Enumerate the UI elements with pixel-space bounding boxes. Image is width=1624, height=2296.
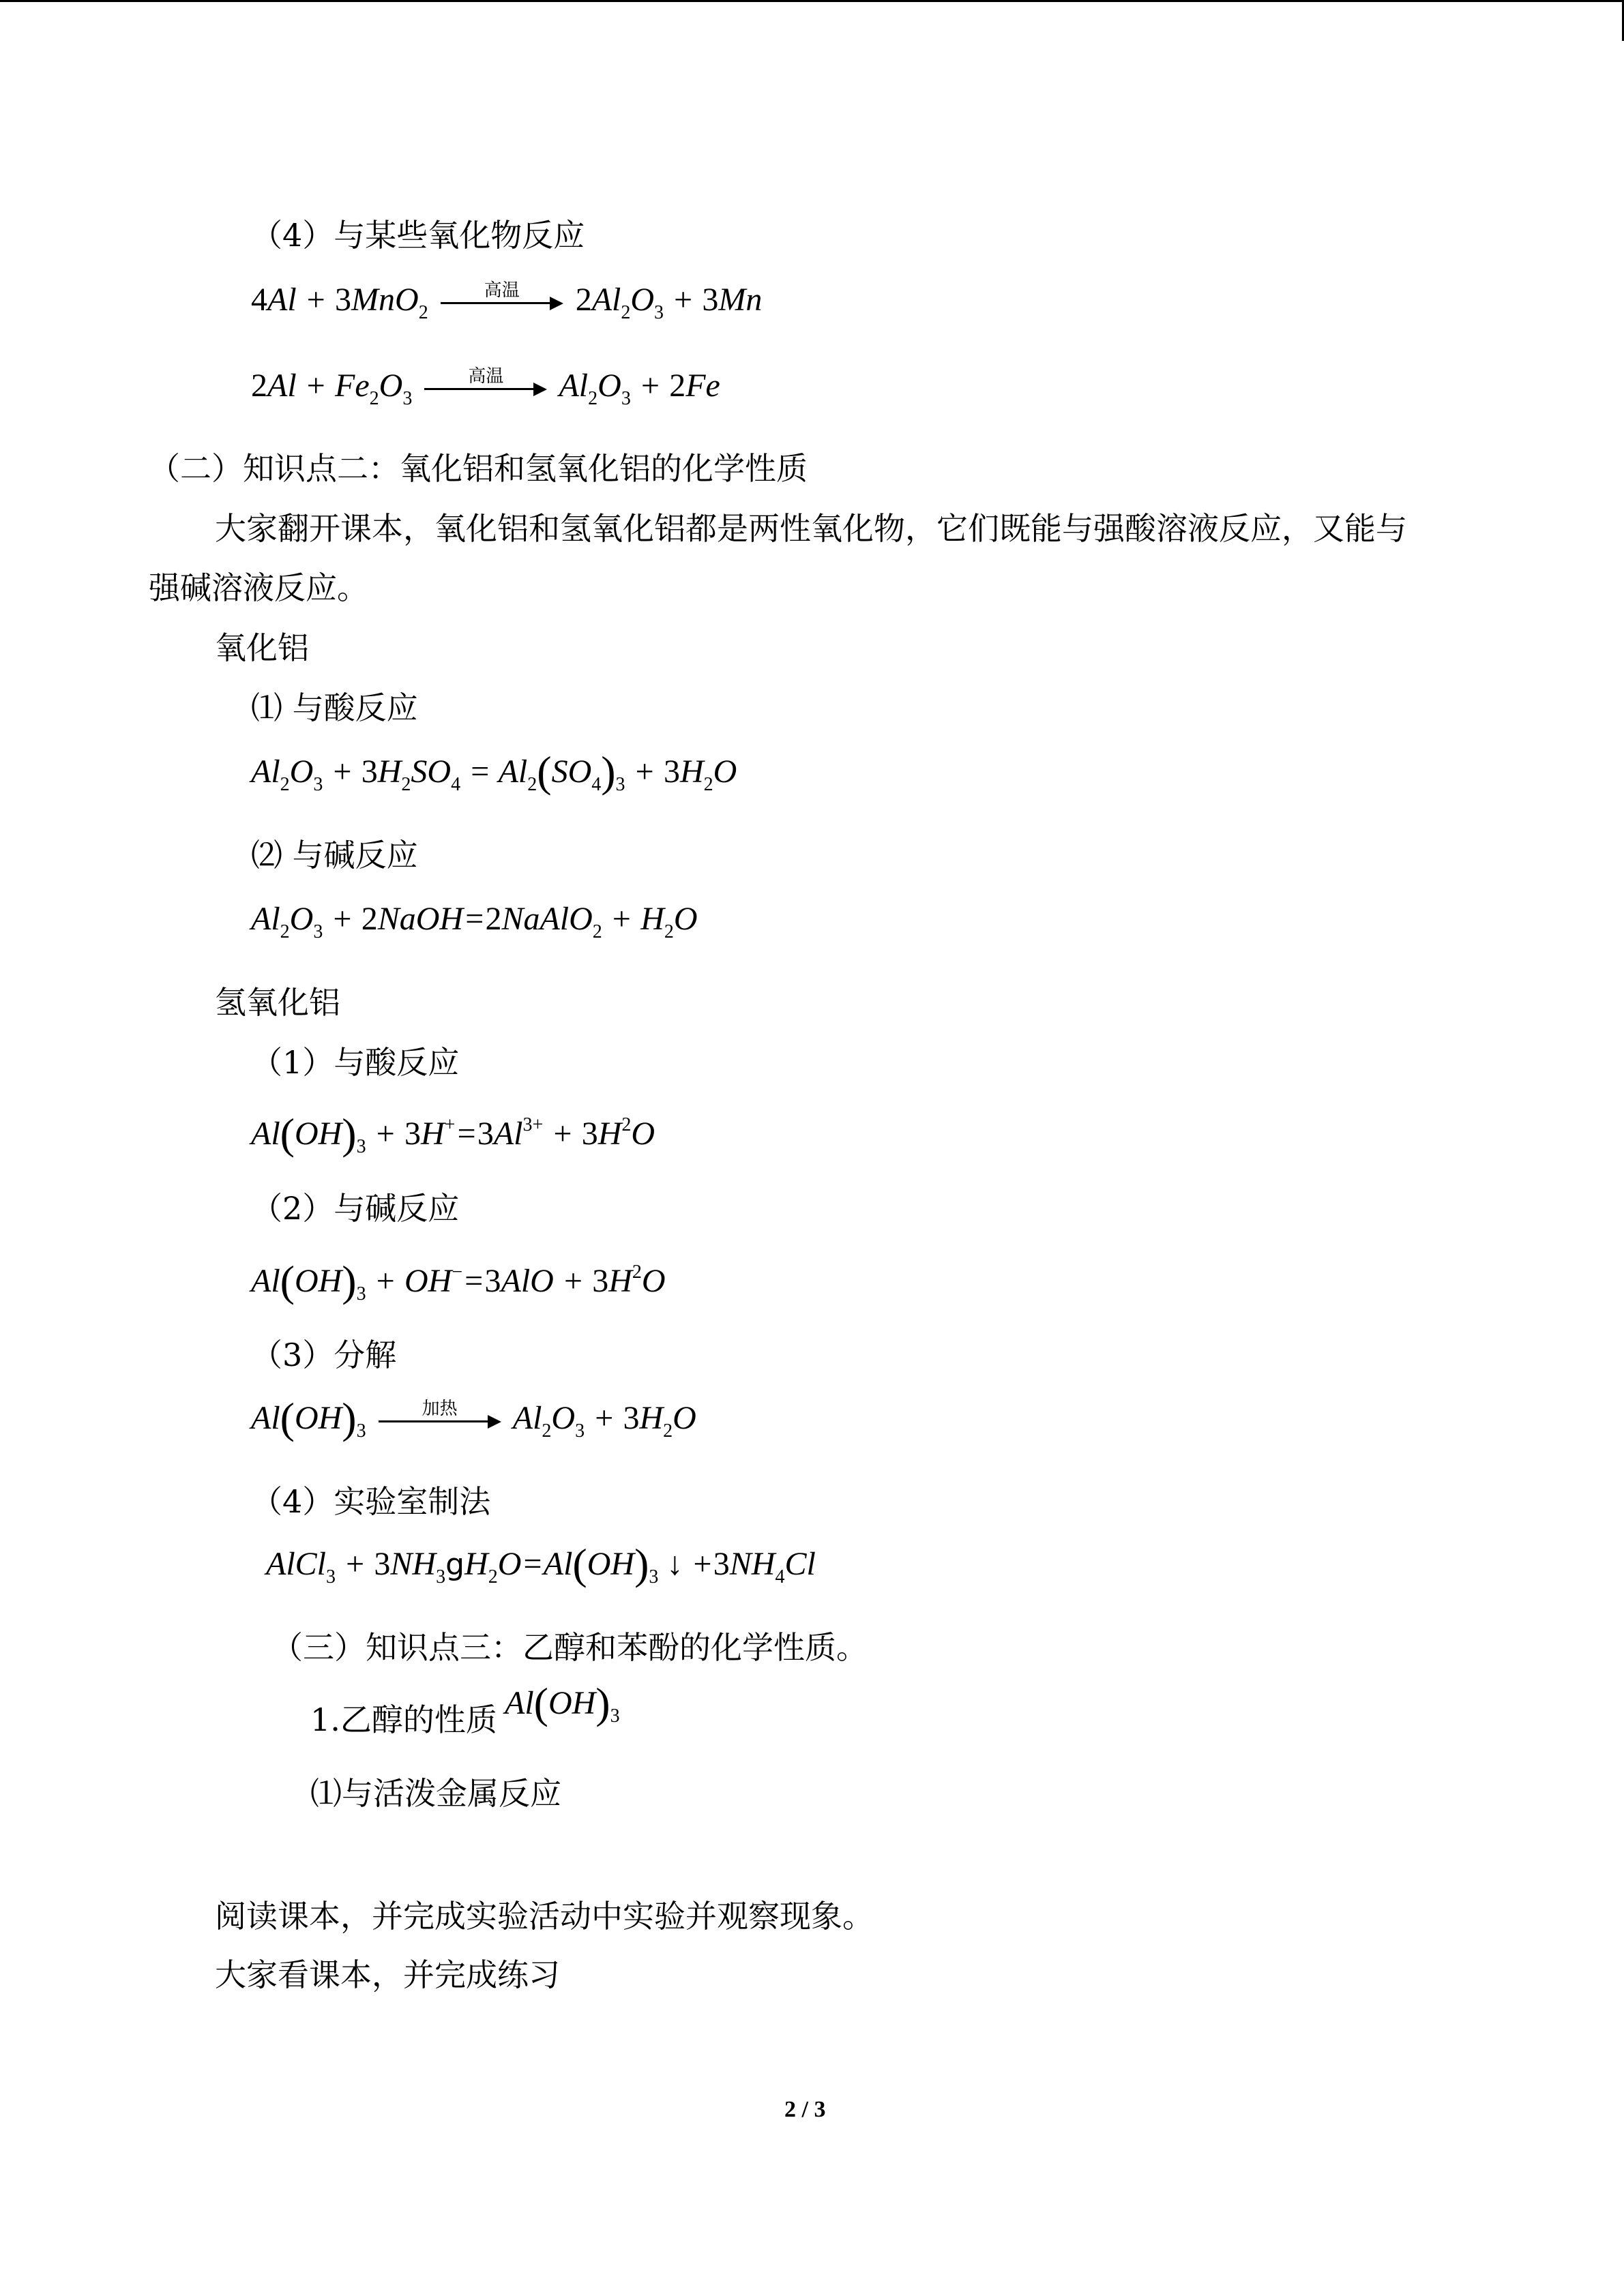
item-base-reaction: ⑵ 与碱反应 <box>251 837 418 874</box>
equation-hydroxide-acid: $Al(OH)_3 + 3H^+=3Al^{3+} + 3H^2O$ <box>251 1109 655 1158</box>
instruction-practice: 大家看课本，并完成练习 <box>215 1956 560 1993</box>
equation-alumina-base: $Al_2O_3$ + 2NaOH=2NaAlO$_2$ + $H_2O$ <box>251 901 698 942</box>
equation-alumina-acid: $Al_2O_3 + 3H_2SO_4 = Al_2(SO_4)_3 + 3H_2O$ <box>251 747 737 796</box>
arrow-heating: 加热 <box>379 1407 501 1435</box>
equation-lab-preparation: AlCl$_3$ + $3NH_3gH_2O=Al(OH)_3$ ↓ $+3NH_4Cl$ <box>266 1540 816 1588</box>
subheading-alumina: 氧化铝 <box>215 629 309 666</box>
equation-fragment-aloh3: $Al(OH)_3$ <box>505 1679 620 1727</box>
item-acid-reaction: ⑴ 与酸反应 <box>251 689 418 726</box>
item-acid-reaction-2: （1）与酸反应 <box>251 1044 460 1081</box>
equation-al-mno2: 4Al + 3MnO$_2$ 高温 $2Al_2O_3 + 3Mn$ <box>251 280 763 323</box>
section-two-title: （二）知识点二：氧化铝和氢氧化铝的化学性质 <box>149 450 808 487</box>
item-active-metal-reaction: ⑴与活泼金属反应 <box>310 1775 561 1812</box>
page-number: 2 / 3 <box>784 2097 826 2122</box>
page-top-border <box>0 0 1624 2</box>
item-lab-preparation: （4）实验室制法 <box>251 1483 491 1520</box>
subheading-aluminum-hydroxide: 氢氧化铝 <box>215 984 340 1021</box>
item-ethanol-properties: 1.乙醇的性质 <box>310 1701 497 1738</box>
heading-oxide-reaction: （4）与某些氧化物反应 <box>251 217 585 254</box>
equation-hydroxide-base: $Al(OH)_3 + OH^-=3AlO + 3H^2O$ <box>251 1257 666 1305</box>
arrow-high-temp: 高温 <box>441 289 563 316</box>
equation-hydroxide-decomposition: $Al(OH)_3$ 加热 $Al_2O_3 + 3H_2O$ <box>251 1394 696 1442</box>
instruction-read: 阅读课本，并完成实验活动中实验并观察现象。 <box>215 1898 874 1935</box>
paragraph-line-2: 强碱溶液反应。 <box>149 569 368 606</box>
equation-al-fe2o3: $2Al + Fe_2O_3$ 高温 $Al_2O_3 + 2Fe$ <box>251 366 720 409</box>
item-decomposition: （3）分解 <box>251 1337 397 1373</box>
paragraph-line-1: 大家翻开课本，氧化铝和氢氧化铝都是两性氧化物，它们既能与强酸溶液反应，又能与 <box>215 510 1407 547</box>
section-three-title: （三）知识点三：乙醇和苯酚的化学性质。 <box>271 1629 868 1666</box>
item-base-reaction-2: （2）与碱反应 <box>251 1190 460 1227</box>
arrow-high-temp: 高温 <box>424 375 547 402</box>
